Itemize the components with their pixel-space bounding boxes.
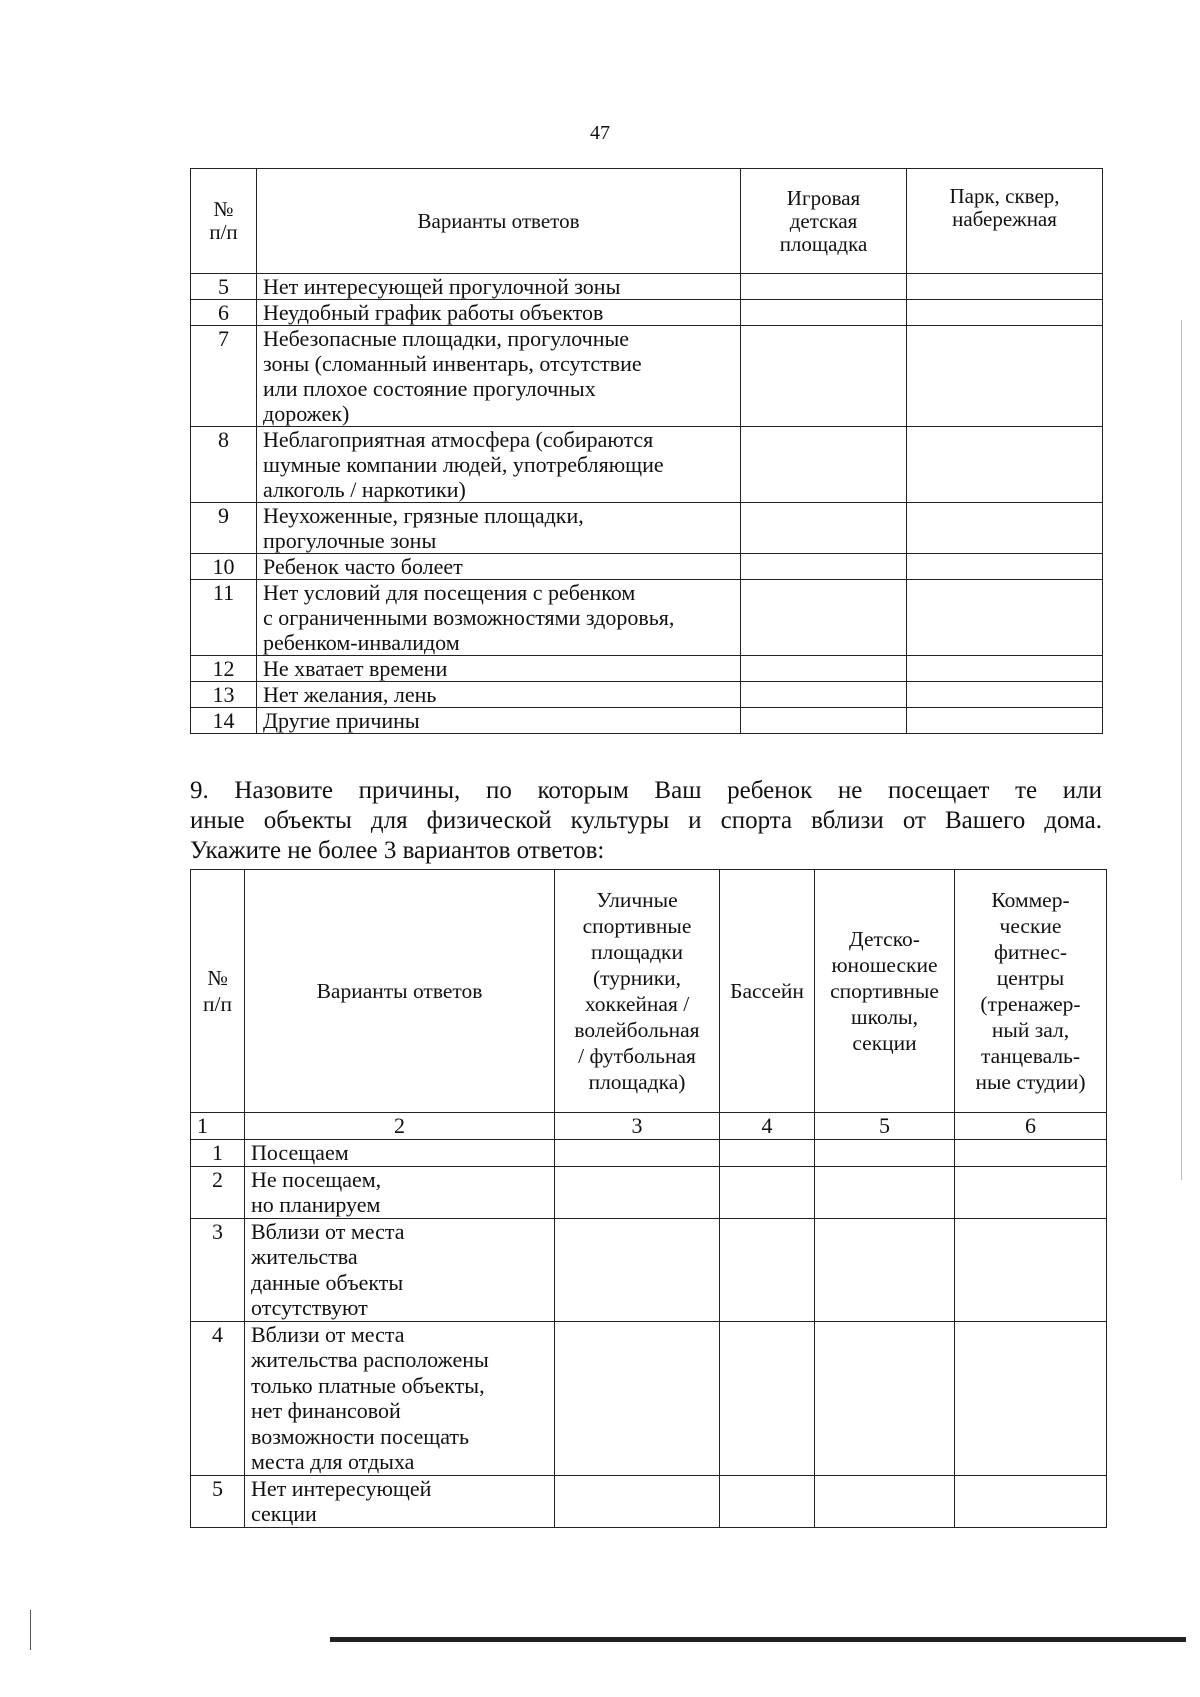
answer-cell-park[interactable] xyxy=(907,656,1103,682)
row-line: Не посещаем, xyxy=(251,1166,382,1192)
row-number: 12 xyxy=(191,656,257,682)
answer-cell-fitness[interactable] xyxy=(955,1321,1107,1475)
row-line: Не хватает времени xyxy=(263,656,448,681)
column-number: 4 xyxy=(720,1113,815,1140)
answer-cell-youth-schools[interactable] xyxy=(815,1140,955,1167)
row-line: с ограниченными возможностями здоровья, xyxy=(263,605,675,630)
answer-cell-park[interactable] xyxy=(907,427,1103,503)
table-row xyxy=(191,503,1103,554)
header-line: п/п xyxy=(203,992,232,1016)
row-line: Неблагоприятная атмосфера (собираются xyxy=(263,427,654,452)
answer-cell-pool[interactable] xyxy=(720,1218,815,1321)
row-number: 8 xyxy=(191,427,257,503)
row-line: зоны (сломанный инвентарь, отсутствие xyxy=(263,351,642,376)
header-line: / футбольная xyxy=(578,1044,696,1068)
table2-header-outdoor xyxy=(555,870,720,1113)
column-number: 6 xyxy=(955,1113,1107,1140)
header-line: Коммер- xyxy=(991,888,1070,912)
answer-cell-park[interactable] xyxy=(907,682,1103,708)
row-number: 10 xyxy=(191,554,257,580)
row-line: возможности посещать xyxy=(251,1423,470,1449)
row-line: алкоголь / наркотики) xyxy=(263,477,466,502)
header-line: хоккейная / xyxy=(584,992,690,1016)
answer-cell-playground[interactable] xyxy=(741,274,907,300)
answer-cell-youth-schools[interactable] xyxy=(815,1218,955,1321)
answer-cell-park[interactable] xyxy=(907,580,1103,656)
row-line: Вблизи от места xyxy=(251,1321,405,1347)
row-line: Нет интересующей прогулочной зоны xyxy=(263,274,621,299)
row-label xyxy=(245,1218,555,1321)
answer-cell-park[interactable] xyxy=(907,300,1103,326)
row-number: 13 xyxy=(191,682,257,708)
answer-cell-playground[interactable] xyxy=(741,580,907,656)
header-line: школы, xyxy=(851,1005,918,1029)
header-line: ные студии) xyxy=(975,1070,1086,1094)
table1-header-playground xyxy=(741,169,907,274)
row-line: жительства xyxy=(251,1244,358,1269)
answer-cell-pool[interactable] xyxy=(720,1475,815,1527)
row-line: Посещаем xyxy=(251,1140,349,1165)
answer-cell-park[interactable] xyxy=(907,554,1103,580)
header-line: детская xyxy=(789,208,858,233)
question-line: 9. Назовите причины, по которым Ваш ребенок не посещает те или xyxy=(190,777,1102,804)
answer-cell-park[interactable] xyxy=(907,708,1103,734)
reasons-table-continued xyxy=(190,168,1103,734)
header-line: набережная xyxy=(952,207,1057,231)
column-number: 2 xyxy=(245,1113,555,1140)
scan-bottom-rule xyxy=(330,1637,1186,1642)
header-line: ческие xyxy=(999,914,1062,938)
answer-cell-fitness[interactable] xyxy=(955,1166,1107,1218)
answer-cell-youth-schools[interactable] xyxy=(815,1166,955,1218)
header-line: (тренажер- xyxy=(980,992,1081,1016)
sports-facilities-table xyxy=(190,869,1107,1528)
question-line: иные объекты для физической культуры и спорта вблизи от Вашего дома. xyxy=(190,807,1102,834)
row-label xyxy=(257,274,741,300)
question-line: Укажите не более 3 вариантов ответов: xyxy=(190,837,605,864)
row-label xyxy=(257,300,741,326)
header-line: центры xyxy=(996,966,1065,990)
header-line: № xyxy=(207,966,228,990)
answer-cell-playground[interactable] xyxy=(741,682,907,708)
row-label xyxy=(257,708,741,734)
header-line: п/п xyxy=(209,220,238,244)
header-line: площадка xyxy=(779,231,868,256)
row-number: 1 xyxy=(191,1140,245,1167)
row-line: только платные объекты, xyxy=(251,1372,485,1398)
column-number: 3 xyxy=(555,1113,720,1140)
answer-cell-fitness[interactable] xyxy=(955,1140,1107,1167)
answer-cell-park[interactable] xyxy=(907,274,1103,300)
row-label xyxy=(257,503,741,554)
table-row xyxy=(191,1218,1107,1321)
answer-cell-outdoor[interactable] xyxy=(555,1166,720,1218)
row-number: 9 xyxy=(191,503,257,554)
row-line: места для отдыха xyxy=(251,1449,415,1474)
row-line: Нет желания, лень xyxy=(263,682,437,707)
table-row xyxy=(191,300,1103,326)
row-line: но планируем xyxy=(251,1192,381,1217)
table-row xyxy=(191,1475,1107,1527)
header-line: Детско- xyxy=(849,927,920,951)
answer-cell-park[interactable] xyxy=(907,503,1103,554)
header-line: Парк, сквер, xyxy=(949,184,1060,208)
table1-header-num xyxy=(191,169,257,274)
row-number: 4 xyxy=(191,1321,245,1475)
row-line: отсутствуют xyxy=(251,1295,368,1320)
answer-cell-pool[interactable] xyxy=(720,1321,815,1475)
row-line: Нет условий для посещения с ребенком xyxy=(263,580,636,605)
answer-cell-playground[interactable] xyxy=(741,326,907,427)
answer-cell-outdoor[interactable] xyxy=(555,1140,720,1167)
table1-header-variants: Варианты ответов xyxy=(257,169,741,274)
header-line: (турники, xyxy=(592,966,682,990)
header-line: юношеские xyxy=(831,953,938,977)
row-line: Другие причины xyxy=(263,708,420,733)
row-line: жительства расположены xyxy=(251,1347,489,1372)
row-number: 14 xyxy=(191,708,257,734)
table-row xyxy=(191,682,1103,708)
row-line: Ребенок часто болеет xyxy=(263,554,463,579)
scan-margin-mark xyxy=(1181,320,1182,1180)
row-line: данные объекты xyxy=(251,1269,404,1295)
row-label xyxy=(257,326,741,427)
page-number: 47 xyxy=(590,122,610,144)
table2-header-pool xyxy=(720,870,815,1113)
row-line: Нет интересующей xyxy=(251,1475,432,1501)
row-line: прогулочные зоны xyxy=(263,528,437,553)
table-row xyxy=(191,554,1103,580)
header-line: № xyxy=(213,197,234,221)
row-line: Вблизи от места xyxy=(251,1218,405,1244)
row-line: нет финансовой xyxy=(251,1398,401,1423)
table-row xyxy=(191,274,1103,300)
table2-header-num xyxy=(191,870,245,1113)
row-line: шумные компании людей, употребляющие xyxy=(263,452,664,477)
answer-cell-outdoor[interactable] xyxy=(555,1218,720,1321)
table-row xyxy=(191,1166,1107,1218)
header-line: спортивные xyxy=(830,979,939,1003)
row-line: или плохое состояние прогулочных xyxy=(263,376,596,401)
header-line: танцеваль- xyxy=(980,1044,1081,1068)
row-label xyxy=(245,1321,555,1475)
row-label xyxy=(245,1475,555,1527)
table2-header-row xyxy=(191,870,1107,1113)
header-line: волейбольная xyxy=(574,1018,700,1042)
row-line: дорожек) xyxy=(263,401,350,426)
row-number: 3 xyxy=(191,1218,245,1321)
header-line: площадки xyxy=(591,940,683,964)
answer-cell-pool[interactable] xyxy=(720,1166,815,1218)
table-row xyxy=(191,580,1103,656)
row-label xyxy=(257,427,741,503)
table-row xyxy=(191,656,1103,682)
row-number: 2 xyxy=(191,1166,245,1218)
row-line: Неухоженные, грязные площадки, xyxy=(263,503,584,528)
answer-cell-youth-schools[interactable] xyxy=(815,1475,955,1527)
header-line: спортивные xyxy=(582,914,692,938)
table2-header-variants: Варианты ответов xyxy=(245,870,555,1113)
table-row xyxy=(191,1321,1107,1475)
row-number: 6 xyxy=(191,300,257,326)
row-line: секции xyxy=(251,1501,317,1526)
header-line: фитнес- xyxy=(993,940,1068,964)
header-line: Уличные xyxy=(596,888,678,912)
scan-margin-mark xyxy=(30,1610,31,1650)
answer-cell-playground[interactable] xyxy=(741,300,907,326)
table1-header-park xyxy=(907,169,1103,274)
column-number: 5 xyxy=(815,1113,955,1140)
row-line: Небезопасные площадки, прогулочные xyxy=(263,326,630,351)
row-label xyxy=(257,656,741,682)
column-number: 1 xyxy=(191,1113,245,1140)
header-line: Игровая xyxy=(786,185,861,210)
row-number: 7 xyxy=(191,326,257,427)
table-row xyxy=(191,427,1103,503)
table1-header-row xyxy=(191,169,1103,274)
row-number: 5 xyxy=(191,1475,245,1527)
table-row xyxy=(191,1140,1107,1167)
row-line: ребенком-инвалидом xyxy=(263,630,460,655)
answer-cell-outdoor[interactable] xyxy=(555,1321,720,1475)
answer-cell-park[interactable] xyxy=(907,326,1103,427)
table-row xyxy=(191,326,1103,427)
row-label xyxy=(245,1166,555,1218)
table2-header-youth-schools xyxy=(815,870,955,1113)
header-line: площадка) xyxy=(588,1070,686,1094)
question-9 xyxy=(190,776,1102,866)
answer-cell-fitness[interactable] xyxy=(955,1218,1107,1321)
answer-cell-pool[interactable] xyxy=(720,1140,815,1167)
answer-cell-playground[interactable] xyxy=(741,503,907,554)
answer-cell-playground[interactable] xyxy=(741,554,907,580)
answer-cell-fitness[interactable] xyxy=(955,1475,1107,1527)
row-number: 5 xyxy=(191,274,257,300)
answer-cell-playground[interactable] xyxy=(741,708,907,734)
column-number-row xyxy=(191,1113,1107,1140)
table2-header-fitness xyxy=(955,870,1107,1113)
row-label xyxy=(257,580,741,656)
row-label xyxy=(257,554,741,580)
answer-cell-playground[interactable] xyxy=(741,656,907,682)
row-label xyxy=(245,1140,555,1167)
row-label xyxy=(257,682,741,708)
row-number: 11 xyxy=(191,580,257,656)
header-line: ный зал, xyxy=(991,1018,1070,1042)
answer-cell-playground[interactable] xyxy=(741,427,907,503)
header-line: Бассейн xyxy=(730,979,804,1003)
answer-cell-outdoor[interactable] xyxy=(555,1475,720,1527)
table-row xyxy=(191,708,1103,734)
header-line: секции xyxy=(852,1031,917,1055)
row-line: Неудобный график работы объектов xyxy=(263,300,604,325)
answer-cell-youth-schools[interactable] xyxy=(815,1321,955,1475)
